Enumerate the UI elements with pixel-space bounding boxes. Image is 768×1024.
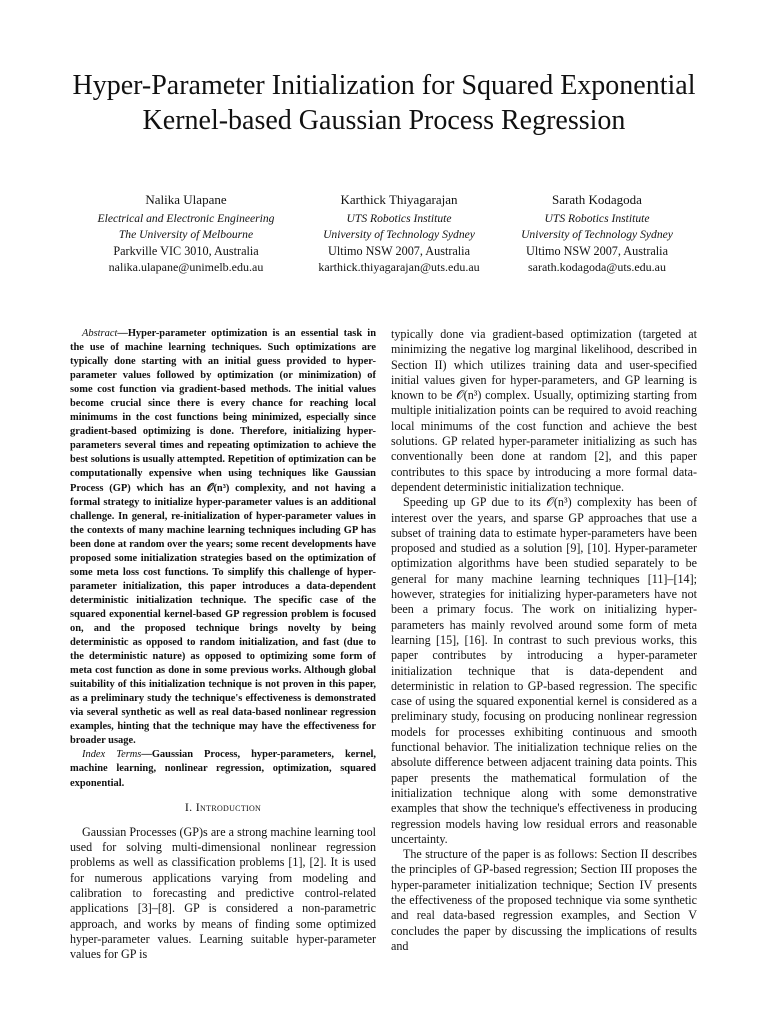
paper-title: Hyper-Parameter Initialization for Squared Exponential Kernel-based Gaussian Process Regression [72,70,696,136]
right-column [391,327,697,954]
body-paragraph: typically done via gradient-based optimization (targeted at minimizing the negative log marginal likelihood, described in Section II) which utilizes training data and user-specified initial values given for hyper-parameters, and GP learning is known to be 𝒪(n³) complex. Usually, optimizing starting from multiple initialization points can be required to avoid reaching local minimums of the cost function and achieve the best solutions. GP related hyper-parameter initializing as such has conventionally been done at random [2], and this paper contributes to this space by introducing a more formal data-dependent deterministic initialization technique. [391,327,697,494]
author-email: karthick.thiyagarajan@uts.edu.au [318,260,480,274]
author-name: Karthick Thiyagarajan [340,192,458,207]
author-email: nalika.ulapane@unimelb.edu.au [108,260,264,274]
section-heading-introduction: I. Introduction [184,799,262,814]
author-email: sarath.kodagoda@uts.edu.au [527,260,666,274]
author-dept: Electrical and Electronic Engineering [97,212,275,225]
index-terms-lead: Index Terms [82,749,142,761]
index-terms-text: —Gaussian Process, hyper-parameters, kernel, machine learning, nonlinear regression, optimization, squared exponential. [70,749,376,789]
author-university: University of Technology Sydney [323,228,475,241]
author-name: Sarath Kodagoda [552,192,642,207]
author-dept: UTS Robotics Institute [544,212,650,225]
author-1 [71,192,301,275]
index-terms [70,748,376,790]
left-column [70,327,376,963]
abstract-text: —Hyper-parameter optimization is an essential task in the use of machine learning techniques. Such optimizations are typically done starting with an initial guess provided to hyper-parameter values followed by optimization (or minimization) of some cost function via gradient-based methods. The initial values become crucial since there is every chance for reaching local minimums in the cost functions being minimized, especially since gradient-based optimizing is done. Therefore, initializing hyper-parameters several times and repeating optimization to achieve the best solutions is usually attempted. Repetition of optimization can be computationally expensive when using techniques like Gaussian Process (GP) which has an 𝒪(n³) complexity, and not having a formal strategy to initialize hyper-parameter values is an additional challenge. In general, re-initialization of hyper-parameter values in the contexts of many machine learning techniques including GP has been done at random over the years; some recent developments have proposed some initialization strategies based on the optimization of some meta loss cost functions. To simplify this challenge of hyper-parameter initialization, this paper introduces a data-dependent deterministic initialization technique. The specific case of the squared exponential kernel-based GP regression problem is focused on, and the proposed technique brings novelty by being deterministic as opposed to random initialization, and fast (due to the deterministic nature) as opposed to optimizing some form of meta cost function as done in some previous works. Although global suitability of this initialization technique is not proven in this paper, as a preliminary study the technique's effectiveness is demonstrated via several synthetic as well as real data-based nonlinear regression examples, hinting that the technique may have the effectiveness for broader usage. [70,328,376,747]
author-2 [284,192,514,275]
abstract-lead: Abstract [82,328,118,339]
abstract [70,327,376,748]
author-address: Ultimo NSW 2007, Australia [328,244,470,258]
author-university: University of Technology Sydney [521,228,673,241]
author-dept: UTS Robotics Institute [346,212,452,225]
author-university: The University of Melbourne [118,228,254,241]
author-3 [482,192,712,275]
body-paragraph: The structure of the paper is as follows: Section II describes the principles of GP-based regression; Section III proposes the hyper-parameter initialization technique; Section IV presents the effectiveness of the proposed technique via some synthetic and real data-based regression examples, and Section V concludes the paper by discussing the implications of results and [391,847,697,953]
author-address: Parkville VIC 3010, Australia [113,244,259,258]
body-paragraph: Speeding up GP due to its 𝒪(n³) complexity has been of interest over the years, and sparse GP approaches that use a subset of training data to estimate hyper-parameters have been proposed and studied as a solution [9], [10]. Hyper-parameter optimization algorithms have been studied separately to be general for many machine learning techniques [11]–[14]; however, strategies for initializing hyper-parameters have not been a primary focus. The work on initializing hyper-parameters has mainly revolved around some form of meta learning [15], [16]. In contrast to such previous works, this paper contributes by introducing a hyper-parameter initialization technique that is data-dependent and deterministic in relation to GP-based regression. The specific case of using the squared exponential kernel is considered as a preliminary study, focusing on producing nonlinear regression models for processes exhibiting continuous and smooth functional behavior. The initialization technique relies on the absolute difference between adjacent training data points. This paper presents the mathematical formulation of the initialization technique along with some demonstrative examples that show the technique's effectiveness in producing regression models having low residual errors and reasonable uncertainty. [391,495,697,846]
body-paragraph: Gaussian Processes (GP)s are a strong machine learning tool used for solving multi-dimensional nonlinear regression problems as well as classification problems [1], [2]. It is used for numerous applications varying from modeling and calibration to forecasting and predictive control-related applications [3]–[8]. GP is considered a non-parametric approach, and works by means of finding some optimized hyper-parameter values. Learning suitable hyper-parameter values for GP is [70,824,376,962]
author-name: Nalika Ulapane [145,192,227,207]
author-address: Ultimo NSW 2007, Australia [526,244,668,258]
